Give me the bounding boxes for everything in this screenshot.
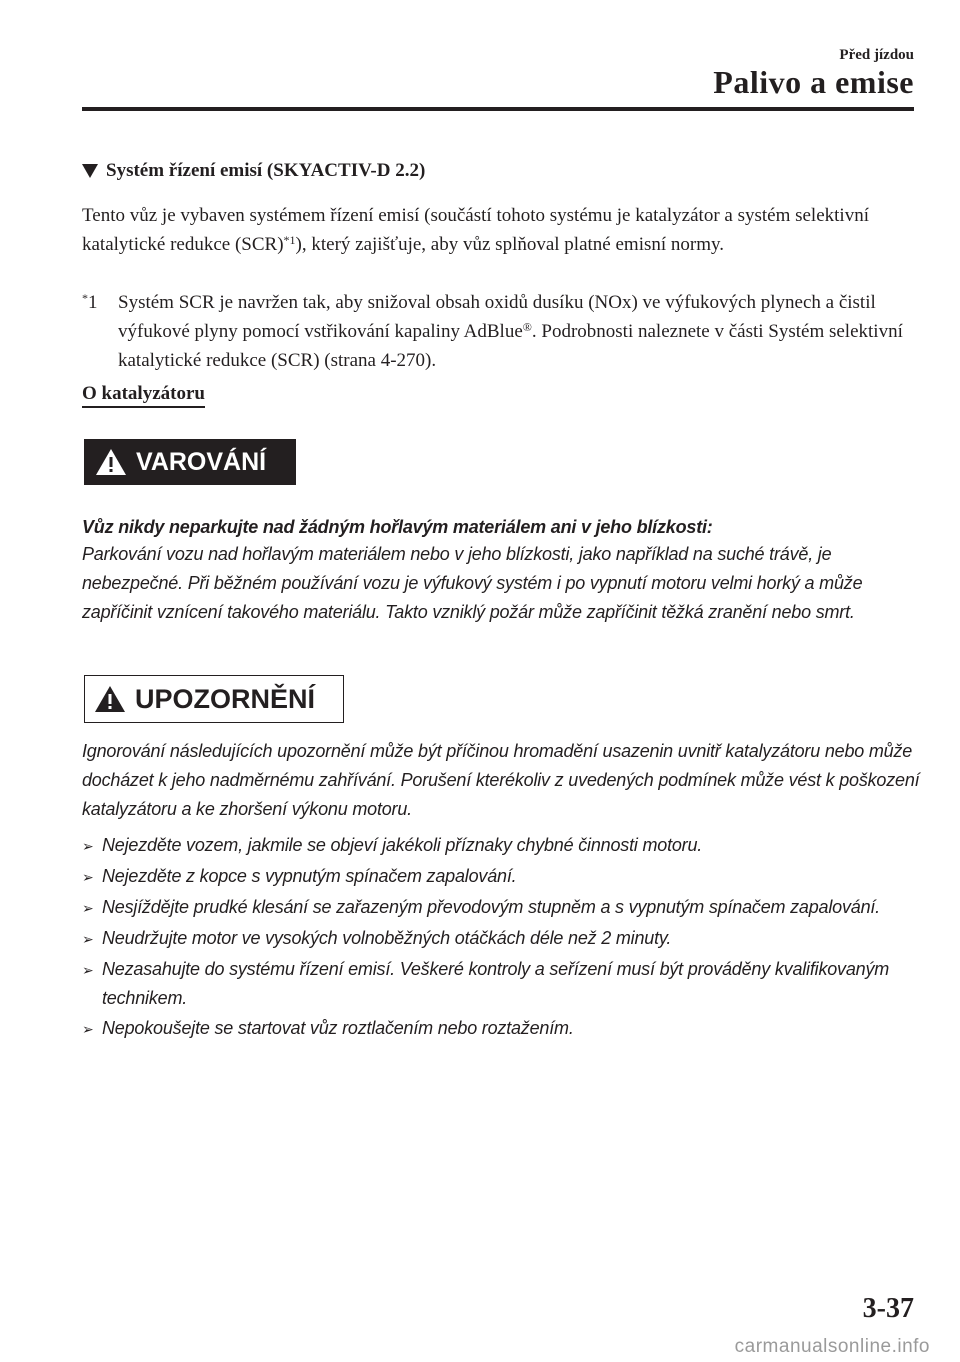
arrow-bullet-icon: ➢ <box>82 869 94 885</box>
arrow-bullet-icon: ➢ <box>82 838 94 854</box>
list-item <box>82 893 922 923</box>
intro-text-2: ), který zajišťuje, aby vůz splňoval platné emisní normy. <box>295 234 725 255</box>
footnote-text-1: Systém SCR je navržen tak, aby snižoval obsah oxidů dusíku (NOx) ve výfukových plynech a čistil výfukové plyny pomocí vstřikování kapaliny AdBlue <box>118 292 876 342</box>
list-item-text: Nesjíždějte prudké klesání se zařazeným převodovým stupněm a s vypnutým spínačem zapalování. <box>102 897 880 917</box>
arrow-bullet-icon: ➢ <box>82 1021 94 1037</box>
warning-triangle-icon <box>94 447 128 477</box>
footnote <box>82 288 912 375</box>
footnote-marker <box>82 288 118 375</box>
page-title: Palivo a emise <box>713 64 914 100</box>
footnote-text-2: . Podrobnosti naleznete v části Systém selektivní katalytické redukce (SCR) (strana 4-270). <box>118 321 903 371</box>
caution-triangle-icon <box>93 684 127 714</box>
footnote-text <box>118 288 912 375</box>
list-item <box>82 1014 922 1044</box>
warning-text: Parkování vozu nad hořlavým materiálem nebo v jeho blízkosti, jako například na suché trávě, je nebezpečné. Při běžném používání vozu je výfukový systém i po vypnutí motoru velmi horký a může zapříčinit vznícení takového materiálu. Takto vzniklý požár může zapříčinit těžká zranění nebo smrt. <box>82 544 863 622</box>
arrow-bullet-icon: ➢ <box>82 900 94 916</box>
triangle-bullet-icon <box>82 164 98 178</box>
footnote-asterisk: * <box>82 291 88 305</box>
watermark-text: carmanualsonline.info <box>734 1336 930 1357</box>
list-item <box>82 955 922 1013</box>
warning-title: Vůz nikdy neparkujte nad žádným hořlavým materiálem ani v jeho blízkosti: <box>82 517 713 537</box>
list-item-text: Nezasahujte do systému řízení emisí. Veškeré kontroly a seřízení musí být prováděny kvalifikovaným technikem. <box>102 959 890 1008</box>
arrow-bullet-icon: ➢ <box>82 931 94 947</box>
warning-badge <box>84 439 296 485</box>
list-item <box>82 862 922 892</box>
caution-list <box>82 831 922 1045</box>
section-heading <box>82 160 922 182</box>
caution-text: Ignorování následujících upozornění může být příčinou hromadění usazenin uvnitř katalyzátoru nebo může docházet k jeho nadměrnému zahřívání. Porušení kterékoliv z uvedených podmínek může vést k poškození katalyzátoru a ke zhoršení výkonu motoru. <box>82 741 920 819</box>
intro-text-1: Tento vůz je vybaven systémem řízení emisí (součástí tohoto systému je katalyzátor a systém selektivní katalytické redukce (SCR) <box>82 205 869 255</box>
warning-label: VAROVÁNÍ <box>136 447 267 476</box>
intro-paragraph <box>82 201 912 259</box>
page-number: 3-37 <box>862 1293 914 1324</box>
caution-badge <box>84 675 344 723</box>
footnote-reference: *1 <box>283 233 296 247</box>
registered-mark: ® <box>522 320 532 334</box>
caution-label: UPOZORNĚNÍ <box>135 683 316 714</box>
list-item <box>82 924 922 954</box>
list-item <box>82 831 922 861</box>
list-item-text: Nejezděte z kopce s vypnutým spínačem zapalování. <box>102 866 517 886</box>
header-divider <box>82 107 914 111</box>
section-heading-text: Systém řízení emisí (SKYACTIV-D 2.2) <box>106 160 426 181</box>
list-item-text: Neudržujte motor ve vysokých volnoběžných otáčkách déle než 2 minuty. <box>102 928 672 948</box>
header-section-label: Před jízdou <box>839 47 914 63</box>
list-item-text: Nepokoušejte se startovat vůz roztlačením nebo roztažením. <box>102 1018 574 1038</box>
footnote-number: 1 <box>88 292 98 313</box>
arrow-bullet-icon: ➢ <box>82 962 94 978</box>
subheading-catalyst: O katalyzátoru <box>82 383 205 408</box>
list-item-text: Nejezděte vozem, jakmile se objeví jakékoli příznaky chybné činnosti motoru. <box>102 835 703 855</box>
